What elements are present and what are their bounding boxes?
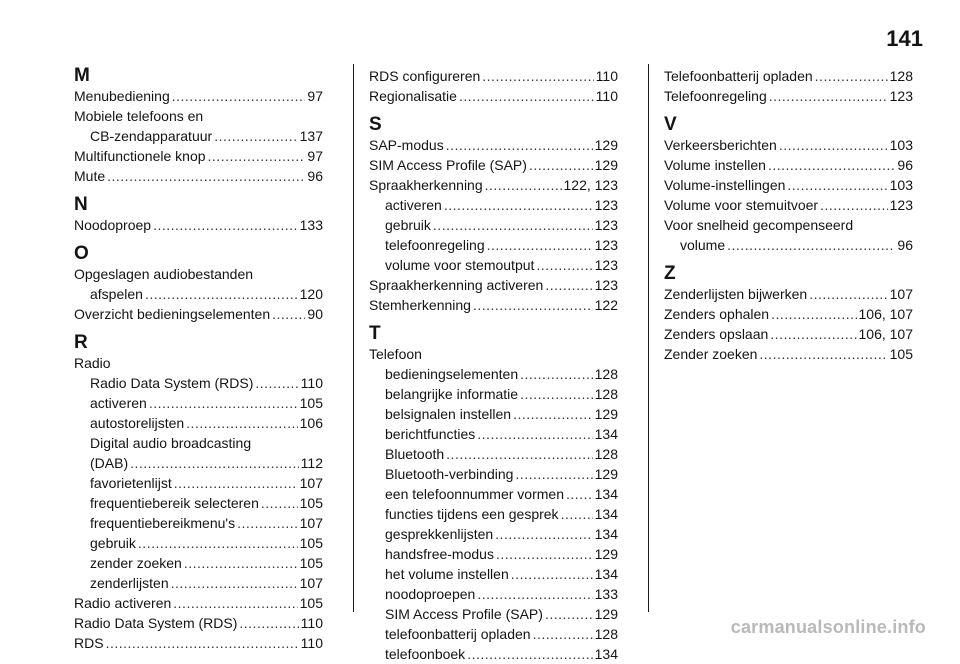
index-entry[interactable]: [74, 573, 323, 593]
index-entry-term: Zenders opslaan: [664, 326, 769, 342]
index-entry-term: Noodoproep: [74, 217, 152, 233]
dot-leader: [545, 604, 593, 624]
index-entry-page: 103: [889, 137, 913, 153]
dot-leader: [511, 564, 593, 584]
index-entry[interactable]: [369, 404, 618, 424]
dot-leader: [520, 364, 593, 384]
index-entry-page: 97: [307, 148, 323, 164]
index-entry-page: 106: [299, 415, 323, 431]
dot-leader: [186, 413, 297, 433]
index-entry[interactable]: [74, 613, 323, 633]
index-entry-page: 128: [594, 446, 618, 462]
dot-leader: [495, 524, 592, 544]
index-entry[interactable]: [369, 364, 618, 384]
index-entry[interactable]: [369, 444, 618, 464]
index-entry[interactable]: [369, 384, 618, 404]
index-entry-page: 128: [594, 386, 618, 402]
index-entry-page: 129: [594, 466, 618, 482]
dot-leader: [771, 304, 856, 324]
index-entry[interactable]: [369, 215, 618, 235]
dot-leader: [566, 484, 593, 504]
index-entry[interactable]: [74, 393, 323, 413]
index-entry-page: 128: [889, 68, 913, 84]
dot-leader: [138, 533, 298, 553]
dot-leader: [106, 633, 299, 653]
index-entry-page: 106, 107: [858, 326, 913, 342]
index-entry[interactable]: [369, 584, 618, 604]
dot-leader: [214, 126, 297, 146]
index-entry[interactable]: [369, 155, 618, 175]
index-entry[interactable]: [369, 235, 618, 255]
index-entry-term: Radio activeren: [74, 595, 172, 611]
index-entry-page: 129: [594, 546, 618, 562]
index-entry[interactable]: [664, 195, 913, 215]
index-entry-page: 105: [299, 495, 323, 511]
dot-leader: [272, 304, 305, 324]
index-entry-page: 122: [594, 297, 618, 313]
dot-leader: [444, 195, 593, 215]
index-entry[interactable]: [664, 304, 913, 324]
index-entry-term: Volume instellen: [664, 157, 766, 173]
index-entry-page: 123: [594, 197, 618, 213]
section-letter: V: [664, 114, 677, 135]
index-entry-term: Stemherkenning: [369, 297, 471, 313]
index-entry-term: Zender zoeken: [664, 346, 758, 362]
section-letter: O: [74, 243, 89, 264]
dot-leader: [727, 235, 895, 255]
index-entry-page: 128: [594, 366, 618, 382]
index-entry[interactable]: [664, 284, 913, 304]
dot-leader: [815, 66, 888, 86]
index-entry-page: 110: [595, 68, 618, 84]
index-entry[interactable]: [369, 195, 618, 215]
index-heading: Radio: [74, 355, 111, 371]
index-entry-page: 107: [889, 286, 913, 302]
index-entry-term: favorietenlijst: [90, 475, 172, 491]
dot-leader: [520, 384, 593, 404]
index-entry-term: noodoproepen: [385, 586, 476, 602]
index-entry[interactable]: [369, 564, 618, 584]
index-entry-term: Regionalisatie: [369, 88, 457, 104]
dot-leader: [820, 195, 888, 215]
column-divider: [648, 64, 649, 612]
index-entry-term: RDS configureren: [369, 68, 481, 84]
index-entry-term: berichtfuncties: [385, 426, 476, 442]
index-entry[interactable]: [74, 215, 323, 235]
index-entry-term: autostorelijsten: [90, 415, 185, 431]
index-entry-page: 107: [299, 475, 323, 491]
index-entry-term: Spraakherkenning: [369, 177, 483, 193]
index-entry[interactable]: [664, 155, 913, 175]
index-entry-page: 128: [594, 626, 618, 642]
index-entry-term: SAP-modus: [369, 137, 444, 153]
index-entry-term: Overzicht bedieningselementen: [74, 306, 271, 322]
index-entry-term: afspelen: [90, 286, 143, 302]
index-entry-page: 105: [299, 555, 323, 571]
dot-leader: [533, 624, 593, 644]
dot-leader: [433, 215, 593, 235]
index-entry[interactable]: [369, 504, 618, 524]
index-entry[interactable]: [74, 373, 323, 393]
index-entry[interactable]: [74, 593, 323, 613]
dot-leader: [239, 613, 298, 633]
index-entry-term: bedieningselementen: [385, 366, 519, 382]
section-letter: T: [369, 323, 381, 344]
section-letter: R: [74, 332, 88, 353]
dot-leader: [107, 166, 305, 186]
index-entry-page: 112: [300, 455, 323, 471]
index-entry-term: activeren: [90, 395, 147, 411]
index-entry-term: belangrijke informatie: [385, 386, 519, 402]
dot-leader: [809, 284, 887, 304]
index-entry-term: Bluetooth-verbinding: [385, 466, 514, 482]
dot-leader: [529, 155, 593, 175]
index-entry-term: functies tijdens een gesprek: [385, 506, 559, 522]
index-entry[interactable]: [74, 553, 323, 573]
index-entry-page: 123: [889, 197, 913, 213]
index-entry-term: gebruik: [385, 217, 431, 233]
index-entry[interactable]: [369, 295, 618, 315]
index-entry-page: 90: [307, 306, 323, 322]
dot-leader: [477, 424, 592, 444]
index-entry-page: 106, 107: [858, 306, 913, 322]
index-entry-term: Zenderlijsten bijwerken: [664, 286, 808, 302]
index-entry-term: Verkeersberichten: [664, 137, 777, 153]
index-entry-page: 134: [594, 426, 618, 442]
index-entry[interactable]: [369, 66, 618, 86]
dot-leader: [174, 473, 298, 493]
index-entry[interactable]: [74, 146, 323, 166]
index-entry-page: 134: [594, 646, 618, 662]
index-entry-page: 134: [594, 486, 618, 502]
dot-leader: [171, 573, 298, 593]
index-entry[interactable]: [369, 255, 618, 275]
index-heading: Telefoon: [369, 346, 422, 362]
index-entry-page: 123: [594, 277, 618, 293]
index-heading: Opgeslagen audiobestanden: [74, 266, 254, 282]
section-letter: S: [369, 114, 382, 135]
index-entry-page: 110: [300, 615, 323, 631]
index-entry-page: 133: [594, 586, 618, 602]
index-entry-page: 96: [307, 168, 323, 184]
index-entry-term: Mute: [74, 168, 106, 184]
index-entry-term: frequentiebereik selecteren: [90, 495, 259, 511]
index-entry[interactable]: [74, 533, 323, 553]
index-entry[interactable]: [369, 175, 618, 195]
index-entry-term: RDS: [74, 635, 104, 651]
index-entry-page: 110: [300, 375, 323, 391]
index-entry[interactable]: [74, 633, 323, 653]
index-entry[interactable]: [74, 126, 323, 146]
index-entry[interactable]: [74, 284, 323, 304]
index-entry-page: 123: [594, 217, 618, 233]
index-column-2: [369, 66, 618, 664]
index-entry-page: 133: [299, 217, 323, 233]
index-entry-page: 120: [299, 286, 323, 302]
index-entry-page: 134: [594, 526, 618, 542]
dot-leader: [173, 593, 297, 613]
dot-leader: [477, 584, 592, 604]
index-entry-page: 123: [594, 237, 618, 253]
index-entry[interactable]: [74, 413, 323, 433]
watermark: carmanualsonline.info: [730, 617, 926, 637]
index-entry-term: CB-zendapparatuur: [90, 128, 213, 144]
index-entry[interactable]: [74, 513, 323, 533]
index-entry-term: activeren: [385, 197, 442, 213]
dot-leader: [208, 146, 306, 166]
dot-leader: [184, 553, 298, 573]
dot-leader: [446, 135, 593, 155]
index-entry-page: 105: [889, 346, 913, 362]
index-entry-term: volume voor stemoutput: [385, 257, 535, 273]
dot-leader: [237, 513, 298, 533]
index-entry-page: 122, 123: [563, 177, 618, 193]
index-entry[interactable]: [664, 86, 913, 106]
dot-leader: [561, 504, 593, 524]
dot-leader: [459, 86, 594, 106]
dot-leader: [485, 175, 562, 195]
index-entry-page: 123: [889, 88, 913, 104]
index-entry-term: SIM Access Profile (SAP): [369, 157, 527, 173]
index-entry[interactable]: [664, 324, 913, 344]
index-entry-term: telefoonregeling: [385, 237, 485, 253]
index-entry[interactable]: [664, 135, 913, 155]
index-entry-page: 134: [594, 566, 618, 582]
index-entry-page: 123: [594, 257, 618, 273]
index-entry-term: Volume-instellingen: [664, 177, 786, 193]
index-entry[interactable]: [369, 624, 618, 644]
column-divider: [353, 64, 354, 612]
dot-leader: [255, 373, 298, 393]
index-entry[interactable]: [664, 344, 913, 364]
index-entry-page: 96: [897, 157, 913, 173]
section-letter: N: [74, 194, 88, 215]
index-entry-term: Telefoonregeling: [664, 88, 767, 104]
index-entry-term: volume: [680, 237, 726, 253]
dot-leader: [473, 295, 593, 315]
index-entry-term: Radio Data System (RDS): [74, 615, 238, 631]
dot-leader: [467, 644, 592, 664]
index-entry-term: gebruik: [90, 535, 136, 551]
index-entry-term: telefoonbatterij opladen: [385, 626, 531, 642]
dot-leader: [446, 444, 592, 464]
index-entry[interactable]: [369, 544, 618, 564]
index-entry-page: 105: [299, 395, 323, 411]
index-column-1: [74, 66, 323, 653]
section-letter: Z: [664, 263, 676, 284]
index-entry[interactable]: [369, 524, 618, 544]
dot-leader: [779, 135, 888, 155]
index-entry[interactable]: [74, 473, 323, 493]
index-entry-page: 129: [594, 137, 618, 153]
index-entry[interactable]: [369, 464, 618, 484]
dot-leader: [769, 86, 888, 106]
index-entry-page: 134: [594, 506, 618, 522]
index-entry[interactable]: [369, 275, 618, 295]
dot-leader: [787, 175, 887, 195]
index-entry-term: Telefoonbatterij opladen: [664, 68, 813, 84]
index-entry-term: SIM Access Profile (SAP): [385, 606, 543, 622]
dot-leader: [536, 255, 592, 275]
index-entry[interactable]: [74, 304, 323, 324]
index-entry-term: Radio Data System (RDS): [90, 375, 254, 391]
index-entry[interactable]: [369, 604, 618, 624]
dot-leader: [153, 215, 298, 235]
index-entry-page: 129: [594, 606, 618, 622]
dot-leader: [515, 464, 592, 484]
dot-leader: [513, 404, 593, 424]
dot-leader: [759, 344, 887, 364]
index-entry-term: Volume voor stemuitvoer: [664, 197, 819, 213]
index-entry-term: het volume instellen: [385, 566, 509, 582]
index-entry-term: gesprekkenlijsten: [385, 526, 494, 542]
index-entry-page: 107: [299, 575, 323, 591]
index-entry-term: belsignalen instellen: [385, 406, 512, 422]
dot-leader: [770, 324, 856, 344]
index-entry-page: 97: [307, 88, 323, 104]
index-heading: Digital audio broadcasting: [90, 435, 252, 451]
index-entry-page: 103: [889, 177, 913, 193]
dot-leader: [768, 155, 895, 175]
index-entry-page: 137: [299, 128, 323, 144]
index-heading: Mobiele telefoons en: [74, 108, 204, 124]
index-entry[interactable]: [369, 424, 618, 444]
index-entry-term: zender zoeken: [90, 555, 182, 571]
dot-leader: [545, 275, 592, 295]
index-entry[interactable]: [664, 235, 913, 255]
dot-leader: [149, 393, 298, 413]
index-entry-page: 105: [299, 595, 323, 611]
index-entry-term: Menubediening: [74, 88, 170, 104]
index-entry-page: 110: [595, 88, 618, 104]
index-entry-page: 129: [594, 157, 618, 173]
dot-leader: [261, 493, 298, 513]
page-number: 141: [886, 26, 923, 51]
index-entry[interactable]: [369, 135, 618, 155]
index-entry[interactable]: [664, 66, 913, 86]
index-entry-term: Bluetooth: [385, 446, 445, 462]
index-heading: Voor snelheid gecompenseerd: [664, 217, 854, 233]
dot-leader: [130, 453, 299, 473]
index-entry-page: 110: [300, 635, 323, 651]
index-entry-page: 129: [594, 406, 618, 422]
index-entry[interactable]: [664, 175, 913, 195]
index-entry-term: Multifunctionele knop: [74, 148, 206, 164]
index-entry-term: Zenders ophalen: [664, 306, 770, 322]
dot-leader: [172, 86, 306, 106]
index-entry-term: telefoonboek: [385, 646, 466, 662]
dot-leader: [496, 544, 593, 564]
dot-leader: [482, 66, 593, 86]
index-entry[interactable]: [74, 493, 323, 513]
index-entry-page: 105: [299, 535, 323, 551]
index-entry-term: frequentiebereikmenu's: [90, 515, 236, 531]
index-entry-page: 107: [299, 515, 323, 531]
index-entry[interactable]: [74, 166, 323, 186]
index-entry-term: Spraakherkenning activeren: [369, 277, 544, 293]
dot-leader: [487, 235, 593, 255]
index-column-3: [664, 66, 913, 364]
index-entry-term: handsfree-modus: [385, 546, 494, 562]
index-entry[interactable]: [369, 644, 618, 664]
index-entry-term: een telefoonnummer vormen: [385, 486, 564, 502]
index-entry[interactable]: [369, 86, 618, 106]
index-entry-term: (DAB): [90, 455, 129, 471]
index-entry[interactable]: [369, 484, 618, 504]
index-entry[interactable]: [74, 86, 323, 106]
index-entry[interactable]: [74, 453, 323, 473]
dot-leader: [145, 284, 298, 304]
index-entry-term: zenderlijsten: [90, 575, 169, 591]
section-letter: M: [74, 65, 90, 86]
index-entry-page: 96: [897, 237, 913, 253]
